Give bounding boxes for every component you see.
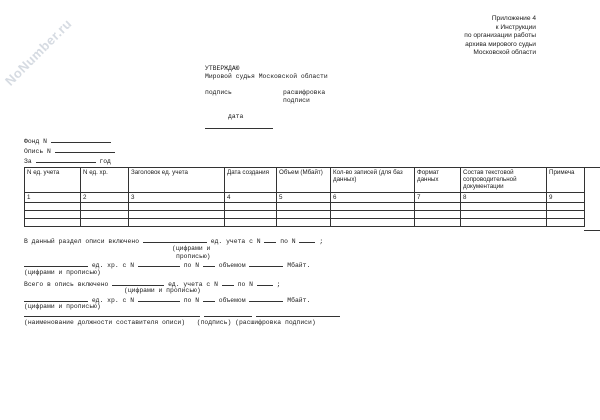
fond-field[interactable] xyxy=(51,136,111,143)
total-volume-field[interactable] xyxy=(249,295,283,302)
volume-field[interactable] xyxy=(249,260,283,267)
signature-label: подпись xyxy=(205,89,232,96)
hint-cifr: (цифрами и xyxy=(172,245,211,252)
god-label: год xyxy=(99,158,111,166)
summary-po: по N xyxy=(183,297,200,304)
year-field[interactable] xyxy=(36,156,96,163)
col-number: 5 xyxy=(277,192,331,202)
table-header-row xyxy=(25,168,585,193)
hint-prop: прописью) xyxy=(176,253,211,260)
table-row[interactable] xyxy=(25,202,585,210)
inventory-table xyxy=(24,167,585,227)
summary-obem: объемом xyxy=(218,262,246,269)
signature-caption-row xyxy=(24,319,316,327)
approval-title: УТВЕРЖДАЮ xyxy=(205,65,240,72)
appendix-header xyxy=(316,15,536,58)
signature-line[interactable] xyxy=(204,316,252,317)
appendix-line: Приложение 4 xyxy=(491,15,536,22)
col-number: 3 xyxy=(129,192,225,202)
col-header: N ед. учета xyxy=(25,168,81,193)
summary-intro: В данный раздел описи включено xyxy=(24,238,140,245)
decode-line[interactable] xyxy=(256,316,340,317)
summary-items: ед. хр. с N xyxy=(91,262,135,269)
summary-items-2: ед. хр. с N xyxy=(91,297,135,304)
items-field[interactable] xyxy=(24,260,88,267)
table-number-row xyxy=(25,192,585,202)
summary-obem-2: объемом xyxy=(218,297,246,304)
total-to-field[interactable] xyxy=(257,279,273,286)
table-cut-edge xyxy=(584,167,600,231)
count-field[interactable] xyxy=(143,236,207,243)
summary-po: по N xyxy=(183,262,200,269)
total-items-field[interactable] xyxy=(24,295,88,302)
col-number: 6 xyxy=(331,192,415,202)
summary-mb: Мбайт. xyxy=(287,262,311,269)
appendix-line: архива мирового судьи xyxy=(465,40,536,48)
hint-cifr-full: (цифрами и прописью) xyxy=(24,269,101,276)
date-label: дата xyxy=(228,113,244,120)
signature-caption: (подпись) xyxy=(196,319,232,326)
decode-label-2: подписи xyxy=(283,97,310,104)
table-row[interactable] xyxy=(25,218,585,226)
appendix-line: к Инструкции xyxy=(495,23,536,31)
items-from-field[interactable] xyxy=(138,260,180,267)
col-number: 8 xyxy=(461,192,547,202)
approval-block xyxy=(205,65,328,81)
appendix-line: по организации работы xyxy=(464,32,536,40)
summary-line-3: Всего в опись включено ед. учета с N по N ; xyxy=(24,281,281,288)
to-field[interactable] xyxy=(299,236,315,243)
decode-caption: (расшифровка подписи) xyxy=(235,319,316,326)
za-label: За xyxy=(24,158,32,166)
col-header: Кол-во записей (для баз данных) xyxy=(331,168,415,193)
opis-field[interactable] xyxy=(55,146,115,153)
summary-po: по N xyxy=(237,281,253,288)
from-field[interactable] xyxy=(264,236,276,243)
col-number: 2 xyxy=(81,192,129,202)
col-header: Примеча xyxy=(547,168,585,193)
summary-units: ед. учета с N xyxy=(210,238,261,245)
col-number: 7 xyxy=(415,192,461,202)
summary-line-1: В данный раздел описи включено ед. учета с N по N ; xyxy=(24,238,324,245)
watermark: NoNumber.ru xyxy=(2,15,75,89)
summary-units-2: ед. учета с N xyxy=(168,281,218,288)
col-number: 9 xyxy=(547,192,585,202)
col-header: Заголовок ед. учета xyxy=(129,168,225,193)
decode-label: расшифровка xyxy=(283,89,326,96)
col-header: N ед. хр. xyxy=(81,168,129,193)
fund-block xyxy=(24,136,115,167)
total-from-field[interactable] xyxy=(222,279,234,286)
total-field[interactable] xyxy=(112,279,164,286)
appendix-line: Московской области xyxy=(473,49,536,57)
col-header: Состав текстовой сопроводительной документации xyxy=(461,168,547,193)
summary-total: Всего в опись включено xyxy=(24,281,109,288)
summary-mb-2: Мбайт. xyxy=(287,297,311,304)
fond-label: Фонд N xyxy=(24,138,48,145)
col-header: Дата создания xyxy=(225,168,277,193)
hint-cifr-full-3: (цифрами и прописью) xyxy=(24,303,101,310)
hint-cifr-full-2: (цифрами и прописью) xyxy=(124,287,201,294)
summary-po: по N xyxy=(280,238,296,245)
position-line[interactable] xyxy=(24,316,200,317)
total-items-from-field[interactable] xyxy=(138,295,180,302)
date-line xyxy=(205,128,273,129)
approval-org: Мировой судья Московской области xyxy=(205,73,328,81)
col-header: Формат данных xyxy=(415,168,461,193)
col-header: Объем (Мбайт) xyxy=(277,168,331,193)
opis-label: Опись N xyxy=(24,148,51,156)
col-number: 4 xyxy=(225,192,277,202)
total-items-to-field[interactable] xyxy=(203,295,215,302)
table-row[interactable] xyxy=(25,210,585,218)
position-caption: (наименование должности составителя описи) xyxy=(24,319,186,326)
items-to-field[interactable] xyxy=(203,260,215,267)
col-number: 1 xyxy=(25,192,81,202)
